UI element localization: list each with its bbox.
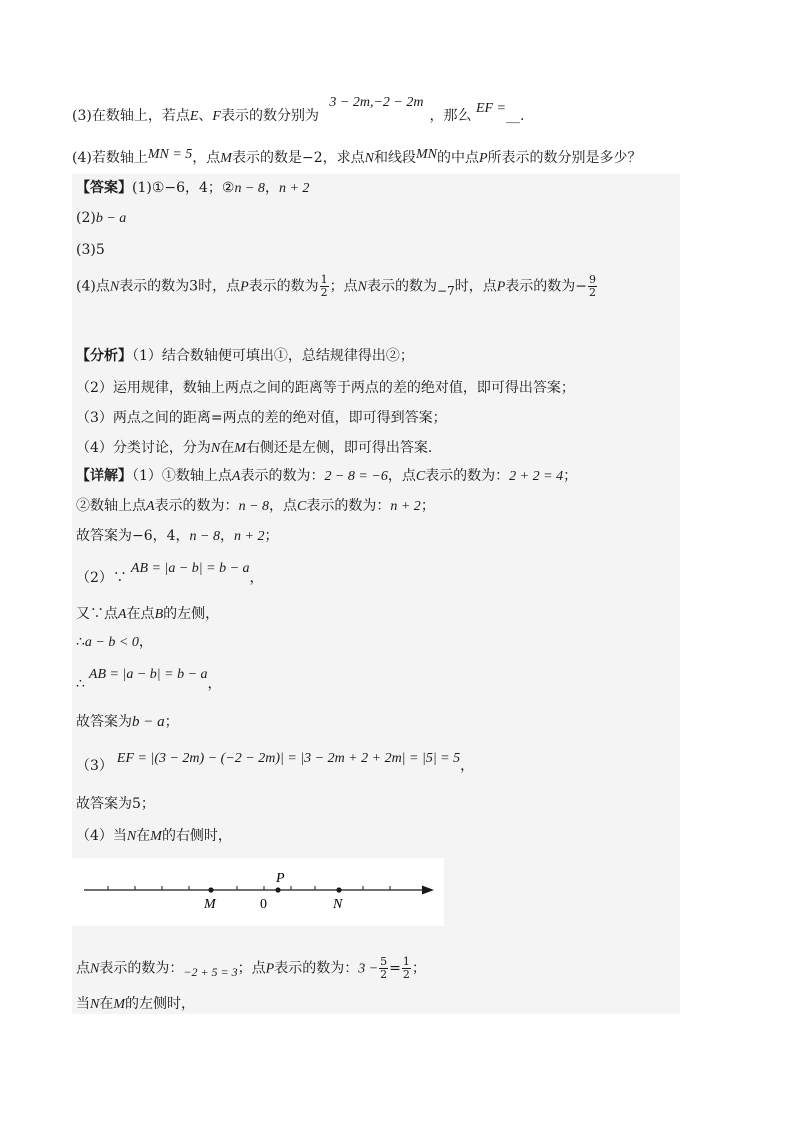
detail-line-13: 当N在M的左侧时， [76,996,196,1012]
q3-values: 3 − 2m,−2 − 2m [329,95,424,110]
answer-line-1: 【答案】(1)①−6，4；②n − 8，n + 2 [76,180,310,196]
detail-line-6: ∴a − b < 0， [76,634,153,650]
question-3: (3)在数轴上，若点E、F表示的数分别为 3 − 2m,−2 − 2m，那么 EF =__. [72,95,525,124]
detail-line-3: 故答案为−6，4，n − 8，n + 2； [76,528,279,544]
detail-line-2: ②数轴上点A表示的数为：n − 8，点C表示的数为：n + 2； [76,498,435,514]
detail-line-10: 故答案为5； [76,796,155,812]
detail-line-4: （2）∵AB = |a − b| = b − a， [76,561,264,586]
label-p: P [276,871,285,886]
number-line-arrow [422,886,434,895]
q3-ef: EF = [475,101,506,116]
label-zero: 0 [260,897,267,912]
detail-line-9: （3） EF = |(3 − 2m) − (−2 − 2m)| = |3 − 2m + 2 + 2m| = |5| = 5， [76,751,475,774]
point-p-dot [275,887,280,892]
detail-line-1: 【详解】（1）①数轴上点A表示的数为：2 − 8 = −6，点C表示的数为：2 + 2 = 4； [76,468,578,484]
label-n: N [333,897,343,912]
label-m: M [204,897,216,912]
fraction-1-2: $\frac{1}{2}$ [320,273,328,299]
answer-line-2: (2)b − a [76,210,127,226]
detail-line-8: 故答案为b − a； [76,714,179,730]
answer-line-4: (4)点N表示的数为3时，点P表示的数为 $\frac{1}{2}$ ；点N表示的数为−7时，点P表示的数为− $\frac{9}{2}$ [76,273,597,299]
number-line-figure [72,858,444,926]
point-m-dot [208,887,213,892]
fraction-5-2: $\frac{5}{2}$ [380,955,388,981]
fraction-9-2: $\frac{9}{2}$ [589,273,597,299]
detail-line-5: 又∵点A在点B的左侧， [76,606,220,622]
point-n-dot [336,887,341,892]
number-line-svg [72,858,444,926]
fraction-1-2-b: $\frac{1}{2}$ [402,955,410,981]
detail-line-7: ∴AB = |a − b| = b − a， [76,667,222,692]
analysis-line-1: 【分析】（1）结合数轴便可填出①，总结规律得出②； [76,348,414,364]
detail-line-12: 点N表示的数为：−2 + 5 = 3；点P表示的数为：3 − $\frac{5}{2}$ = $\frac{1}{2}$ ； [76,955,426,981]
analysis-line-2: （2）运用规律，数轴上两点之间的距离等于两点的差的绝对值，即可得出答案； [76,380,575,396]
detail-line-11: （4）当N在M的右侧时， [76,828,232,844]
analysis-line-3: （3）两点之间的距离=两点的差的绝对值，即可得到答案； [76,410,447,426]
question-4: (4)若数轴上MN = 5，点M表示的数是−2，求点N和线段MN的中点P所表示的数分别是多少？ [72,147,642,166]
answer-line-3: (3)5 [76,242,105,258]
analysis-line-4: （4）分类讨论，分为N在M右侧还是左侧，即可得出答案. [76,440,433,456]
